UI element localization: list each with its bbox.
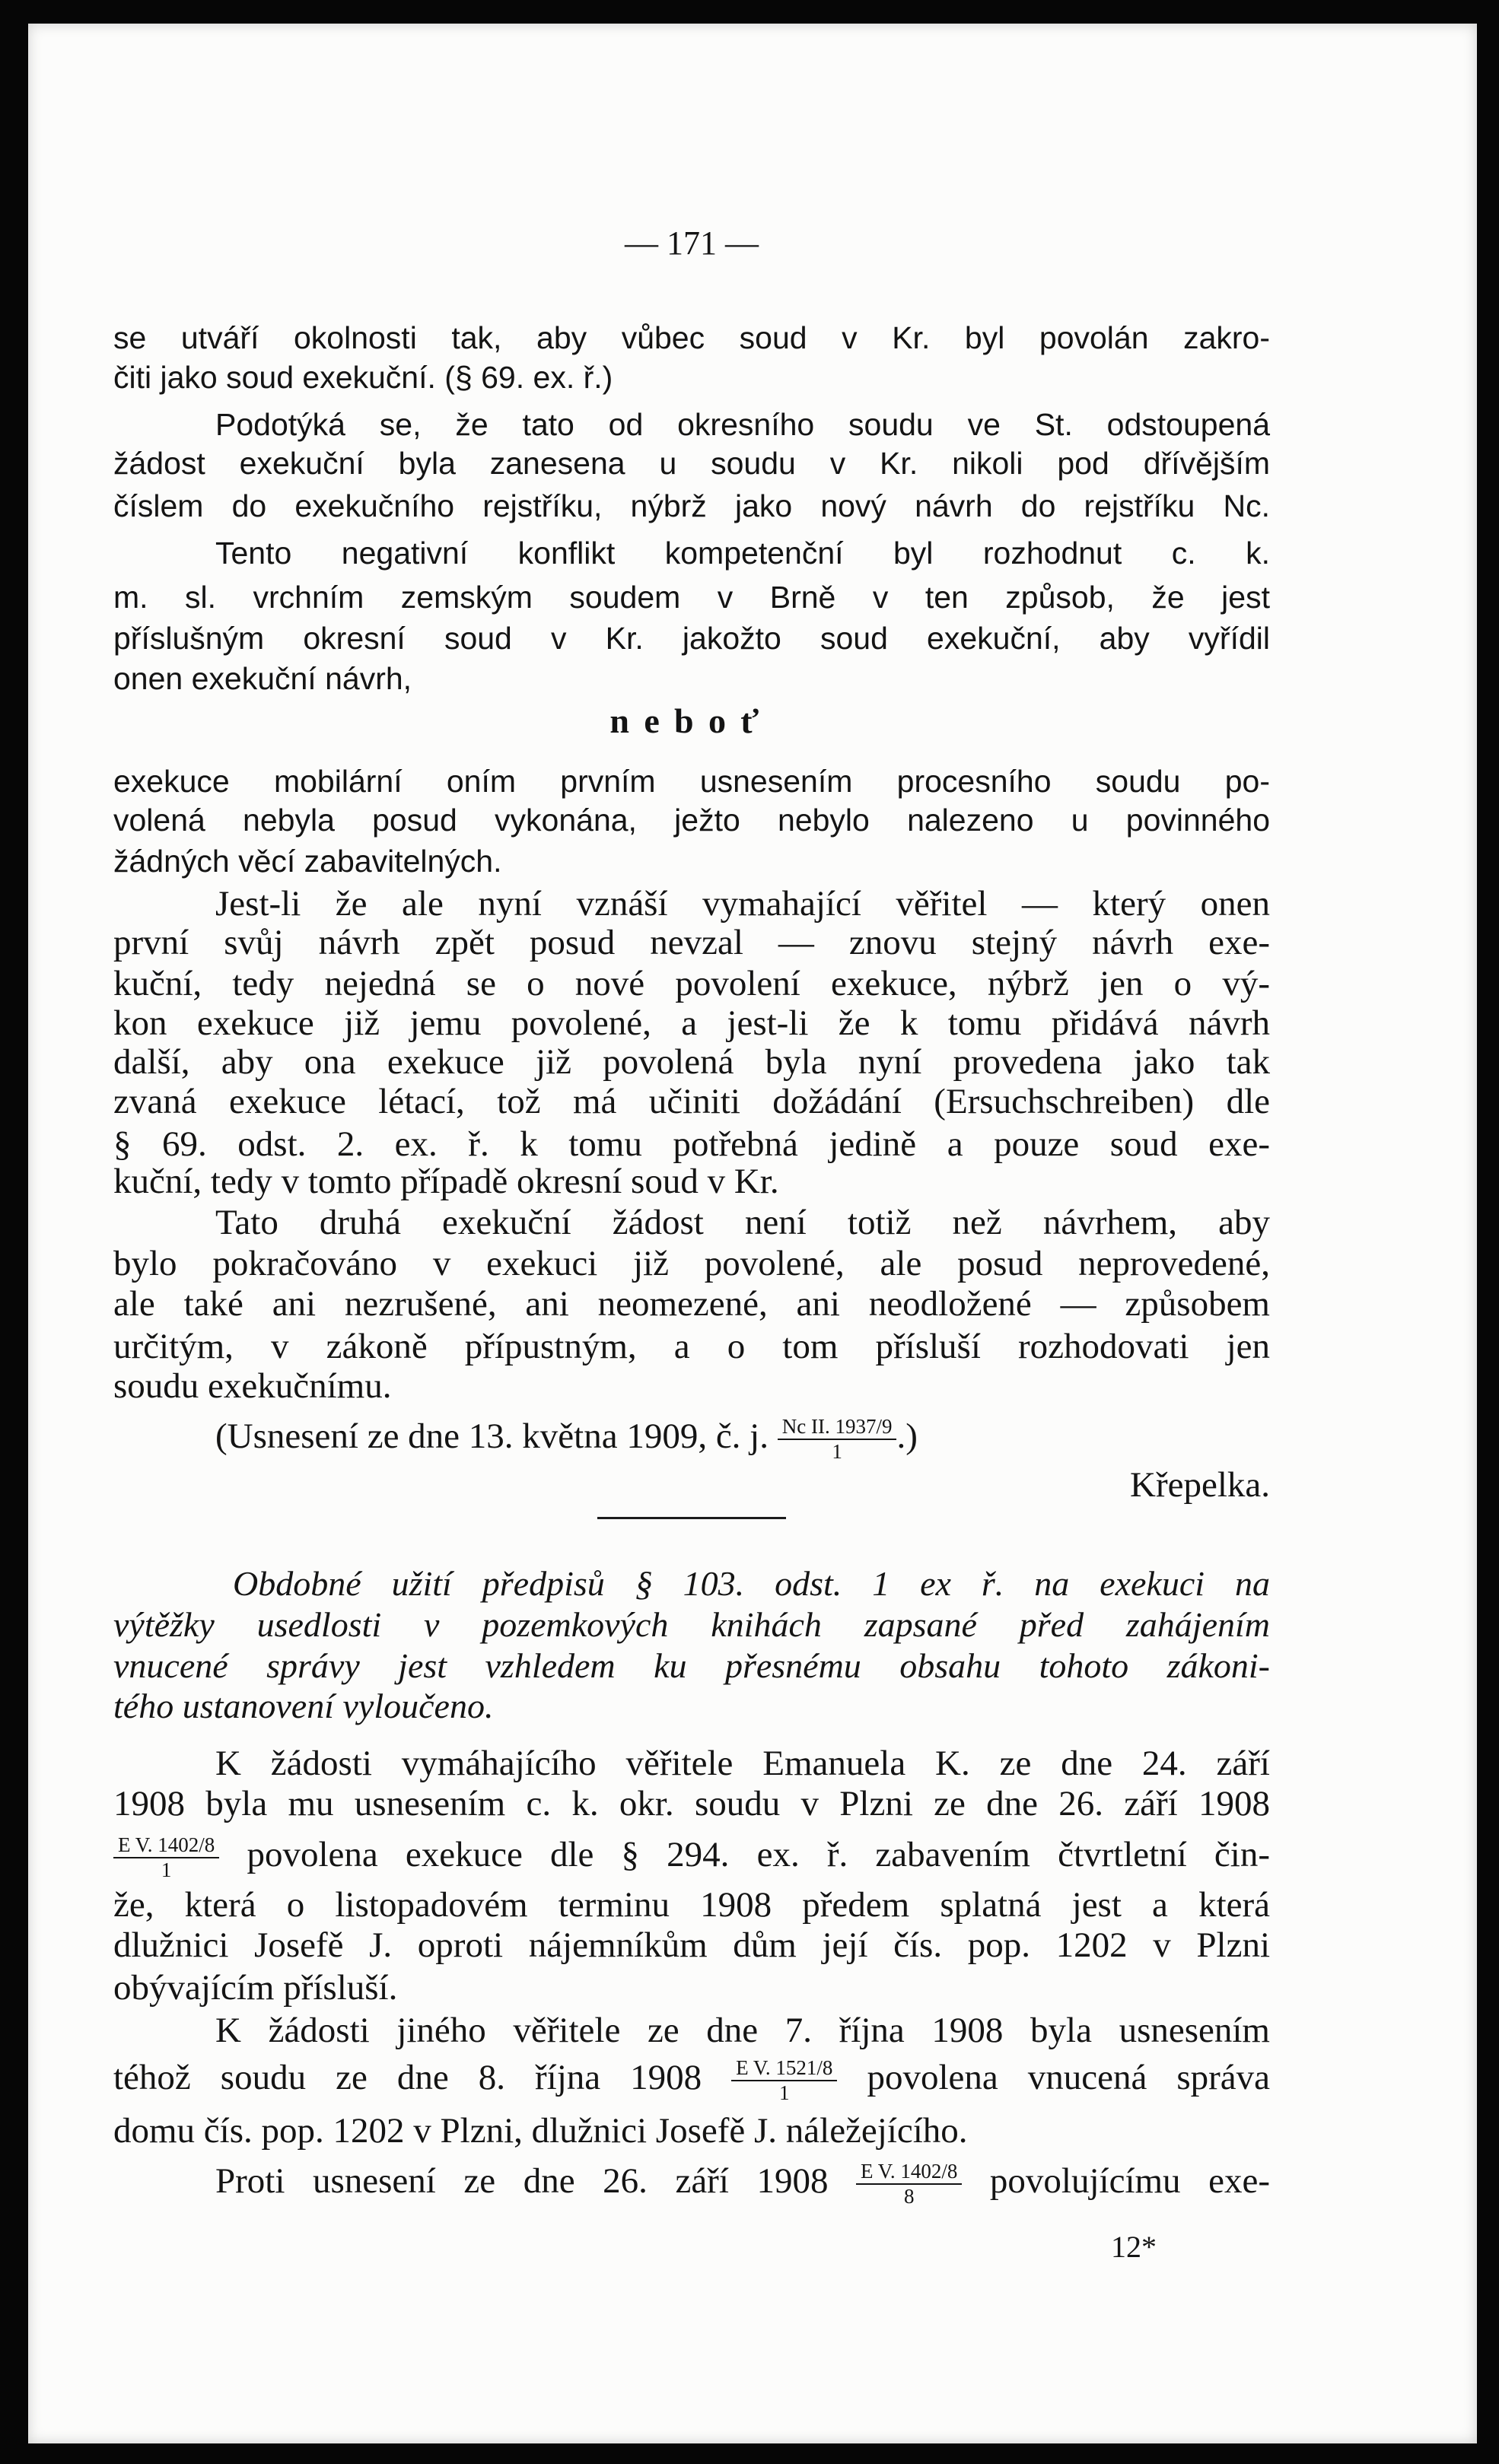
fraction-denominator: 1 bbox=[161, 1858, 172, 1882]
text-line: další, aby ona exekuce již povolená byla nyní provedena jako tak bbox=[113, 1042, 1270, 1082]
fraction-denominator: 8 bbox=[903, 2185, 915, 2208]
text-line bbox=[113, 2051, 1270, 2104]
headnote-line: výtěžky usedlosti v pozemkových knihách zapsané před zahájením bbox=[113, 1605, 1270, 1644]
headnote-line: vnucené správy jest vzhledem ku přesnému obsahu tohoto zákoni- bbox=[113, 1646, 1270, 1685]
text-line: kon exekuce již jemu povolené, a jest-li že k tomu přidává návrh bbox=[113, 1003, 1270, 1043]
text-line: kuční, tedy v tomto případě okresní soud v Kr. bbox=[113, 1162, 779, 1201]
conjunction-heading: neboť bbox=[609, 701, 774, 740]
paragraph-first-line: K žádosti vymáhajícího věřitele Emanuela K. ze dne 24. září bbox=[215, 1744, 1270, 1783]
text-line: bylo pokračováno v exekuci již povolené, ale posud neprovedené, bbox=[113, 1244, 1270, 1283]
case-number-fraction bbox=[778, 1416, 897, 1463]
text-line: obývajícím přísluší. bbox=[113, 1968, 398, 2008]
fraction-numerator: E V. 1402/8 bbox=[113, 1834, 219, 1858]
text-line: žádných věcí zabavitelných. bbox=[113, 844, 502, 879]
text-line: čiti jako soud exekuční. (§ 69. ex. ř.) bbox=[113, 360, 613, 395]
fraction-numerator: E V. 1521/8 bbox=[731, 2057, 837, 2081]
case-number-fraction bbox=[113, 1834, 219, 1881]
case-number-fraction bbox=[731, 2057, 837, 2104]
text-line: § 69. odst. 2. ex. ř. k tomu potřebná jedině a pouze soud exe- bbox=[113, 1124, 1270, 1164]
text-line: zvaná exekuce létací, tož má učiniti dožádání (Ersuchschreiben) dle bbox=[113, 1082, 1270, 1121]
text-segment: povolujícímu exe- bbox=[989, 2161, 1271, 2201]
paragraph-first-line: Podotýká se, že tato od okresního soudu ve St. odstoupená bbox=[215, 407, 1270, 442]
text-line: že, která o listopadovém terminu 1908 předem splatná jest a která bbox=[113, 1885, 1270, 1925]
headnote-line: Obdobné užití předpisů § 103. odst. 1 ex ř. na exekuci na bbox=[233, 1564, 1270, 1603]
case-number-fraction bbox=[856, 2160, 962, 2208]
text-segment: Proti usnesení ze dne 26. září 1908 bbox=[215, 2161, 829, 2201]
paragraph-first-line: K žádosti jiného věřitele ze dne 7. října 1908 byla usnesením bbox=[215, 2011, 1270, 2050]
text-line: m. sl. vrchním zemským soudem v Brně v ten způsob, že jest bbox=[113, 580, 1270, 615]
section-divider bbox=[597, 1517, 786, 1519]
text-line: exekuce mobilární oním prvním usnesením procesního soudu po- bbox=[113, 764, 1270, 799]
page-number: — 171 — bbox=[625, 224, 759, 262]
fraction-denominator: 1 bbox=[779, 2081, 790, 2105]
text-line: určitým, v zákoně přípustným, a o tom přísluší rozhodovati jen bbox=[113, 1327, 1270, 1366]
text-line: onen exekuční návrh, bbox=[113, 661, 412, 696]
text-line: soudu exekučnímu. bbox=[113, 1366, 392, 1406]
text-line: volená nebyla posud vykonána, ježto nebylo nalezeno u povinného bbox=[113, 803, 1270, 838]
headnote-line: tého ustanovení vyloučeno. bbox=[113, 1687, 494, 1725]
text-line: ale také ani nezrušené, ani neomezené, ani neodložené — způsobem bbox=[113, 1284, 1270, 1324]
text-line: žádost exekuční byla zanesena u soudu v Kr. nikoli pod dřívějším bbox=[113, 446, 1270, 481]
paragraph-first-line: Jest-li že ale nyní vznáší vymahající věřitel — který onen bbox=[215, 884, 1270, 924]
text-line: kuční, tedy nejedná se o nové povolení exekuce, nýbrž jen o vý- bbox=[113, 964, 1270, 1003]
text-segment: téhož soudu ze dne 8. října 1908 bbox=[113, 2058, 702, 2097]
text-segment: povolena vnucená správa bbox=[867, 2058, 1270, 2097]
text-line: 1908 byla mu usnesením c. k. okr. soudu v Plzni ze dne 26. září 1908 bbox=[113, 1784, 1270, 1823]
citation-line bbox=[113, 1410, 1270, 1463]
paragraph-first-line bbox=[113, 2154, 1270, 2208]
paragraph-first-line: Tato druhá exekuční žádost není totiž než návrhem, aby bbox=[215, 1203, 1270, 1242]
text-line: se utváří okolnosti tak, aby vůbec soud v Kr. byl povolán zakro- bbox=[113, 320, 1270, 355]
text-line: číslem do exekučního rejstříku, nýbrž jako nový návrh do rejstříku Nc. bbox=[113, 488, 1270, 523]
citation-text: (Usnesení ze dne 13. května 1909, č. j. bbox=[215, 1416, 769, 1456]
text-segment: povolena exekuce dle § 294. ex. ř. zabavením čtvrtletní čin- bbox=[247, 1835, 1270, 1874]
fraction-numerator: E V. 1402/8 bbox=[856, 2160, 962, 2185]
text-line: domu čís. pop. 1202 v Plzni, dlužnici Josefě J. náležejícího. bbox=[113, 2111, 968, 2151]
text-line: příslušným okresní soud v Kr. jakožto soud exekuční, aby vyřídil bbox=[113, 621, 1270, 656]
fraction-denominator: 1 bbox=[832, 1440, 842, 1464]
text-line: první svůj návrh zpět posud nevzal — znovu stejný návrh exe- bbox=[113, 923, 1270, 962]
paragraph-first-line: Tento negativní konflikt kompetenční byl rozhodnut c. k. bbox=[215, 536, 1270, 571]
text-line bbox=[113, 1828, 1270, 1881]
text-line: dlužnici Josefě J. oproti nájemníkům dům její čís. pop. 1202 v Plzni bbox=[113, 1925, 1270, 1965]
citation-closing: .) bbox=[896, 1416, 918, 1456]
fraction-numerator: Nc II. 1937/9 bbox=[778, 1416, 897, 1440]
sheet-signature-mark: 12* bbox=[1111, 2230, 1157, 2264]
judge-signature: Křepelka. bbox=[1130, 1465, 1270, 1505]
